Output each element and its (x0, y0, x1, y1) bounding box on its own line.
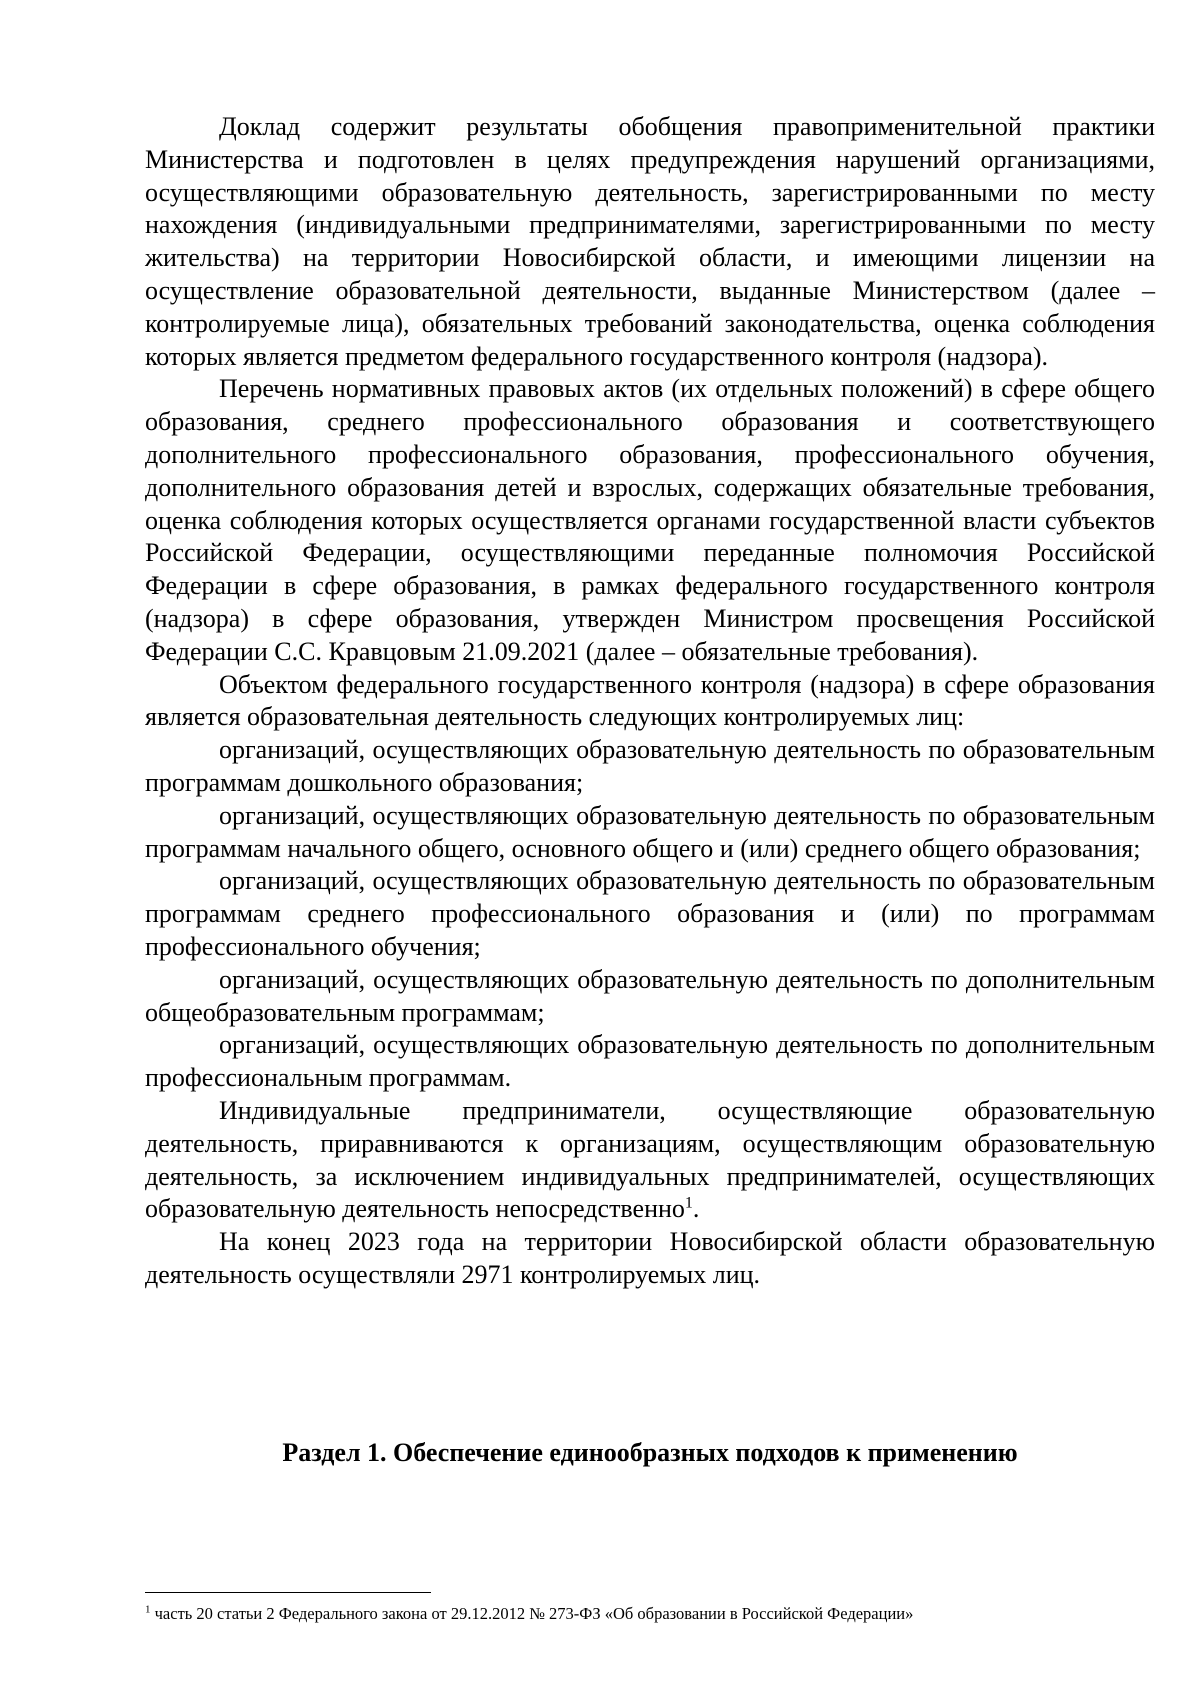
list-item-general: организаций, осуществляющих образовательную деятельность по образовательным программам начального общего, основного общего и (или) среднего общего образования; (145, 800, 1155, 863)
paragraph-report-summary: Доклад содержит результаты обобщения правоприменительной практики Министерства и подготовлен в целях предупреждения нарушений организациями, осуществляющими образовательную деятельность, зарегистрированными по месту нахождения (индивидуальными предпринимателями, зарегистрированными по месту жительства) на территории Новосибирской области, и имеющими лицензии на осуществление образовательной деятельности, выданные Министерством (далее – контролируемые лица), обязательных требований законодательства, оценка соблюдения которых является предметом федерального государственного контроля (надзора). (145, 112, 1155, 371)
body-text (145, 111, 1155, 1292)
paragraph-entrepreneurs-text: Индивидуальные предприниматели, осуществляющие образовательную деятельность, приравниваются к организациям, осуществляющим образовательную деятельность, за исключением индивидуальных предпринимателей, осуществляющих образовательную деятельность непосредственно (145, 1095, 1155, 1224)
footnote-reference[interactable]: 1 (684, 1194, 693, 1212)
list-item-preschool: организаций, осуществляющих образовательную деятельность по образовательным программам дошкольного образования; (145, 735, 1155, 797)
paragraph-entrepreneurs (145, 1095, 1155, 1226)
footnote-text: часть 20 статьи 2 Федерального закона от 29.12.2012 № 273-ФЗ «Об образовании в Российской Федерации» (150, 1604, 914, 1623)
footnote-marker: 1 (145, 1603, 151, 1616)
list-item-additional-professional: организаций, осуществляющих образовательную деятельность по дополнительным профессиональным программам. (145, 1030, 1155, 1093)
paragraph-entrepreneurs-end: . (692, 1194, 700, 1224)
paragraph-year-end-count: На конец 2023 года на территории Новосибирской области образовательную деятельность осуществляли 2971 контролируемых лиц. (145, 1227, 1155, 1289)
paragraph-control-object: Объектом федерального государственного контроля (надзора) в сфере образования является образовательная деятельность следующих контролируемых лиц: (145, 669, 1155, 732)
footnote-divider (145, 1592, 431, 1593)
list-item-vocational: организаций, осуществляющих образовательную деятельность по образовательным программам среднего профессионального образования и (или) по программам профессионального обучения; (145, 866, 1155, 961)
section-heading: Раздел 1. Обеспечение единообразных подходов к применению (282, 1438, 1018, 1467)
footnote (145, 1603, 1155, 1625)
list-item-additional-general: организаций, осуществляющих образовательную деятельность по дополнительным общеобразовательным программам; (145, 964, 1155, 1027)
paragraph-normative-acts: Перечень нормативных правовых актов (их отдельных положений) в сфере общего образования, среднего профессионального образования и соответствующего дополнительного профессионального образования, профессионального обучения, дополнительного образования детей и взрослых, содержащих обязательные требования, оценка соблюдения которых осуществляется органами государственной власти субъектов Российской Федерации, осуществляющими переданные полномочия Российской Федерации в сфере образования, в рамках федерального государственного контроля (надзора) в сфере образования, утвержден Министром просвещения Российской Федерации С.С. Кравцовым 21.09.2021 (далее – обязательные требования). (145, 374, 1155, 666)
